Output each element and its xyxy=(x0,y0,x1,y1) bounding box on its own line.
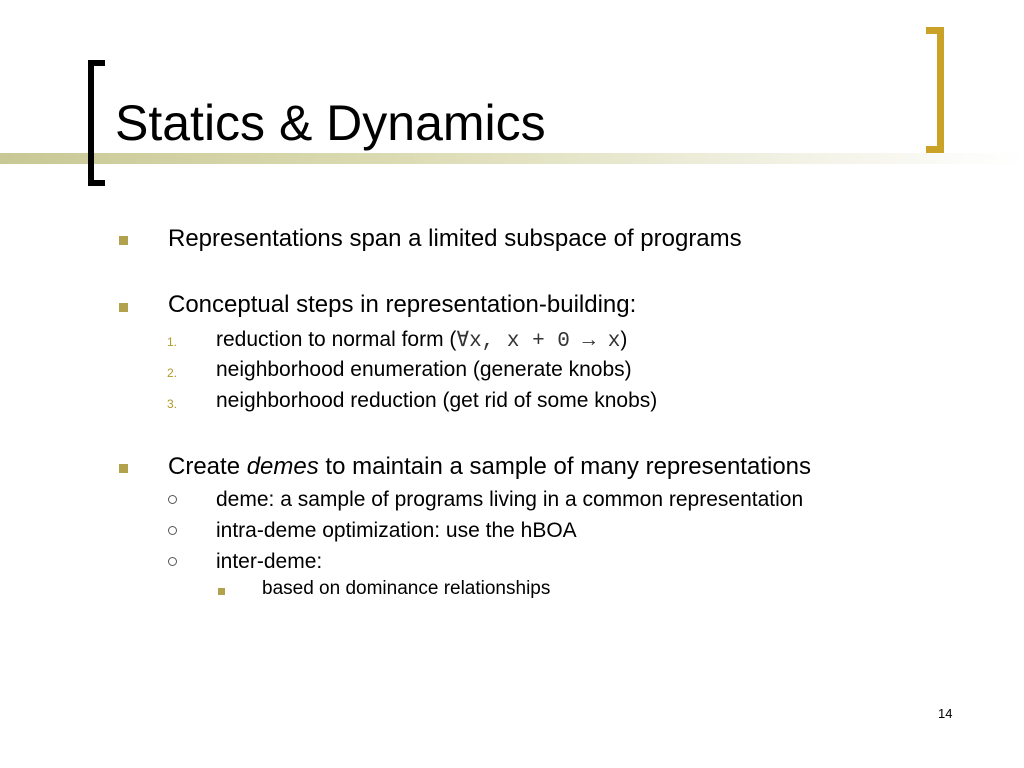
bullet-square-icon xyxy=(218,588,225,595)
step-1-text-after: ) xyxy=(620,328,628,351)
left-bracket-decoration xyxy=(88,60,105,186)
sub-bullet-text: deme: a sample of programs living in a common representation xyxy=(216,488,804,511)
sub-bullet-text: intra-deme optimization: use the hBOA xyxy=(216,519,577,542)
bullet-1-text: Representations span a limited subspace of programs xyxy=(168,225,742,252)
page-number: 14 xyxy=(938,706,953,721)
step-2-text: neighborhood enumeration (generate knobs) xyxy=(216,358,632,381)
right-bracket-decoration xyxy=(926,27,944,153)
circle-bullet-icon xyxy=(168,557,177,566)
bullet-3-text xyxy=(168,453,811,481)
step-1-text xyxy=(216,327,627,353)
step-number: 1. xyxy=(167,335,178,349)
circle-bullet-icon xyxy=(168,495,177,504)
title-underline-bar xyxy=(0,153,1024,164)
bullet-3-suffix: to maintain a sample of many representations xyxy=(318,453,812,480)
sub-sub-bullet-text: based on dominance relationships xyxy=(262,578,551,599)
bullet-square-icon xyxy=(119,236,128,245)
step-1-text-before: reduction to normal form ( xyxy=(216,328,457,351)
step-1-code: ∀x, x + 0 → x xyxy=(456,330,621,353)
circle-bullet-icon xyxy=(168,526,177,535)
bullet-2-text: Conceptual steps in representation-building: xyxy=(168,291,637,318)
sub-bullet-text: inter-deme: xyxy=(216,550,323,573)
step-number: 2. xyxy=(167,366,178,380)
bullet-3-emphasis: demes xyxy=(246,453,319,480)
bullet-3-prefix: Create xyxy=(168,453,247,480)
step-3-text: neighborhood reduction (get rid of some knobs) xyxy=(216,389,658,412)
slide-title: Statics & Dynamics xyxy=(115,95,546,151)
step-number: 3. xyxy=(167,397,178,411)
bullet-square-icon xyxy=(119,303,128,312)
bullet-square-icon xyxy=(119,464,128,473)
